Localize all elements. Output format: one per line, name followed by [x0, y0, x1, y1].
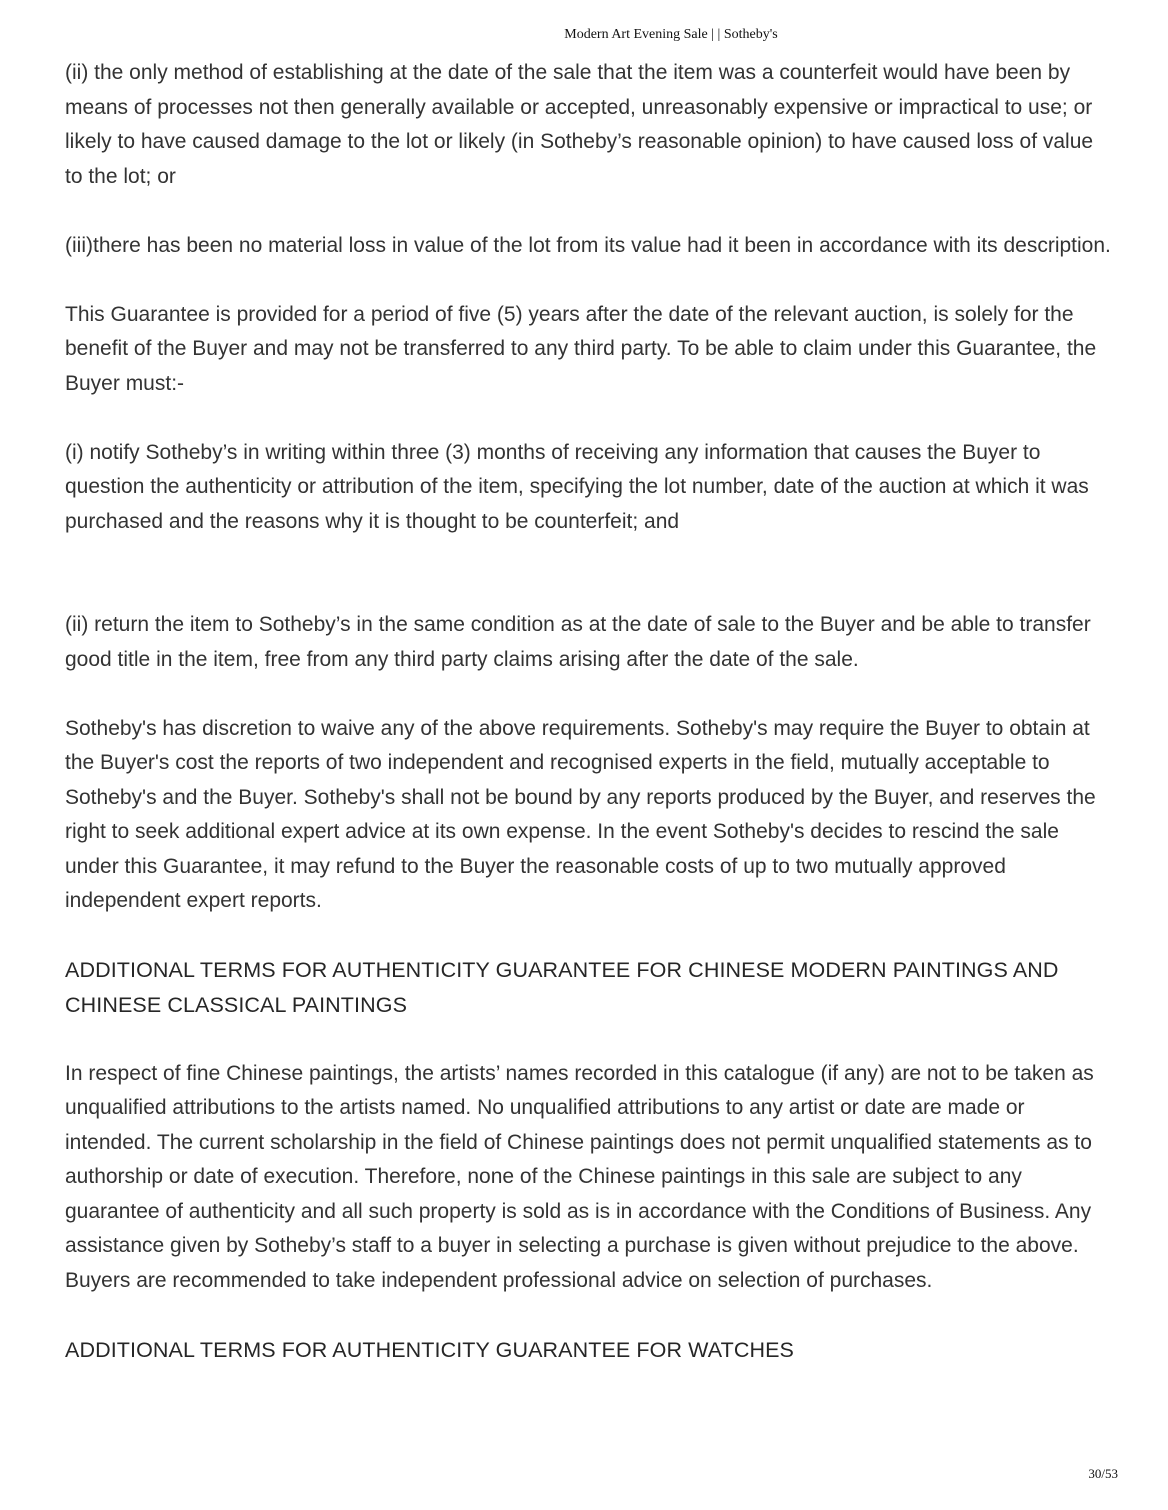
paragraph-notify-sothebys: (i) notify Sotheby’s in writing within three (3) months of receiving any information that causes the Buyer to question the authenticity or attribution of the item, specifying the lot number, date of the auction at which it was purchased and the reasons why it is thought to be counterfeit; and	[65, 440, 1089, 533]
paragraph-chinese-paintings: In respect of fine Chinese paintings, the artists’ names recorded in this catalogue (if any) are not to be taken as unqualified attributions to the artists named. No unqualified attributions to any artist or date are made or intended. The current scholarship in the field of Chinese paintings does not permit unqualified statements as to authorship or date of execution. Therefore, none of the Chinese paintings in this sale are subject to any guarantee of authenticity and all such property is sold as is in accordance with the Conditions of Business. Any assistance given by Sotheby’s staff to a buyer in selecting a purchase is given without prejudice to the above. Buyers are recommended to take independent professional advice on selection of purchases.	[65, 1061, 1094, 1292]
heading-watches: ADDITIONAL TERMS FOR AUTHENTICITY GUARANTEE FOR WATCHES	[65, 1337, 794, 1362]
paragraph-counterfeit-method: (ii) the only method of establishing at the date of the sale that the item was a counterfeit would have been by means of processes not then generally available or accepted, unreasonably expensive or impractical to use; or likely to have caused damage to the lot or likely (in Sotheby’s reasonable opinion) to have caused loss of value to the lot; or	[65, 61, 1094, 188]
document-body	[65, 56, 1113, 1402]
paragraph-return-item: (ii) return the item to Sotheby’s in the same condition as at the date of sale to the Buyer and be able to transfer good title in the item, free from any third party claims arising after the date of the sale.	[65, 613, 1091, 671]
paragraph-discretion-waive: Sotheby's has discretion to waive any of the above requirements. Sotheby's may require the Buyer to obtain at the Buyer's cost the reports of two independent and recognised experts in the field, mutually acceptable to Sotheby's and the Buyer. Sotheby's shall not be bound by any reports produced by the Buyer, and reserves the right to seek additional expert advice at its own expense. In the event Sotheby's decides to rescind the sale under this Guarantee, it may refund to the Buyer the reasonable costs of up to two mutually approved independent expert reports.	[65, 716, 1096, 912]
paragraph-guarantee-period: This Guarantee is provided for a period of five (5) years after the date of the relevant auction, is solely for the benefit of the Buyer and may not be transferred to any third party. To be able to claim under this Guarantee, the Buyer must:-	[65, 302, 1097, 395]
paragraph-no-material-loss: (iii)there has been no material loss in value of the lot from its value had it been in accordance with its description.	[65, 233, 1111, 257]
page-header-title: Modern Art Evening Sale | | Sotheby's	[564, 27, 778, 42]
page-number: 30/53	[1088, 1466, 1118, 1481]
heading-chinese-paintings: ADDITIONAL TERMS FOR AUTHENTICITY GUARANTEE FOR CHINESE MODERN PAINTINGS AND CHINESE CLASSICAL PAINTINGS	[65, 958, 1059, 1017]
